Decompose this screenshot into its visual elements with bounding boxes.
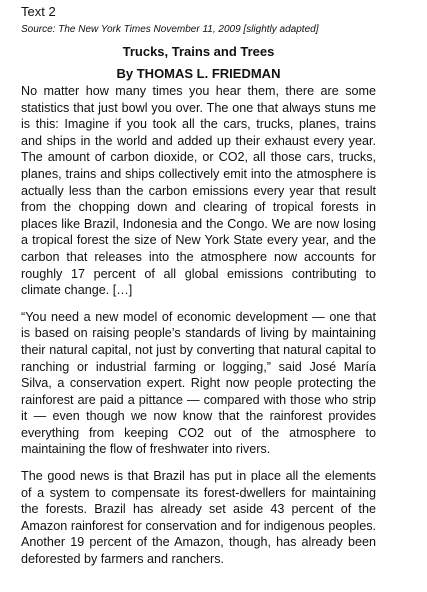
paragraph-2: “You need a new model of economic development — one that is based on raising people’s standards of living by maintaining their natural capital, not just by converting that natural capital to ranching or industrial farming or logging,” said José María Silva, a conservation expert. Right now people protecting the rainforest are paid a pittance — compared with those who strip it — even though we now know that the rainforest provides everything from keeping CO2 out of the atmosphere to maintaining the flow of freshwater into rivers. — [21, 309, 376, 457]
article-title: Trucks, Trains and Trees — [122, 44, 275, 59]
author-byline: By THOMAS L. FRIEDMAN — [116, 66, 281, 81]
document-page — [21, 4, 376, 568]
text-label: Text 2 — [21, 4, 56, 19]
paragraph-1: No matter how many times you hear them, there are some statistics that just bowl you over. The one that always stuns me is this: Imagine if you took all the cars, trucks, planes, trains and ships in the world and added up their exhaust every year. The amount of carbon dioxide, or CO2, all those cars, trucks, planes, trains and ships collectively emit into the atmosphere is actually less than the carbon emissions every year that result from the chopping down and clearing of tropical forests in places like Brazil, Indonesia and the Congo. We are now losing a tropical forest the size of New York State every year, and the carbon that releases into the atmosphere now accounts for roughly 17 percent of all global emissions contributing to climate change. […] — [21, 84, 376, 298]
source-line: Source: The New York Times November 11, 2009 [slightly adapted] — [21, 24, 319, 35]
paragraph-3: The good news is that Brazil has put in place all the elements of a system to compensate its forest-dwellers for maintaining the forests. Brazil has already set aside 43 percent of the Amazon rainforest for conservation and for indigenous peoples. Another 19 percent of the Amazon, though, has already been deforested by farmers and ranchers. — [21, 469, 376, 567]
